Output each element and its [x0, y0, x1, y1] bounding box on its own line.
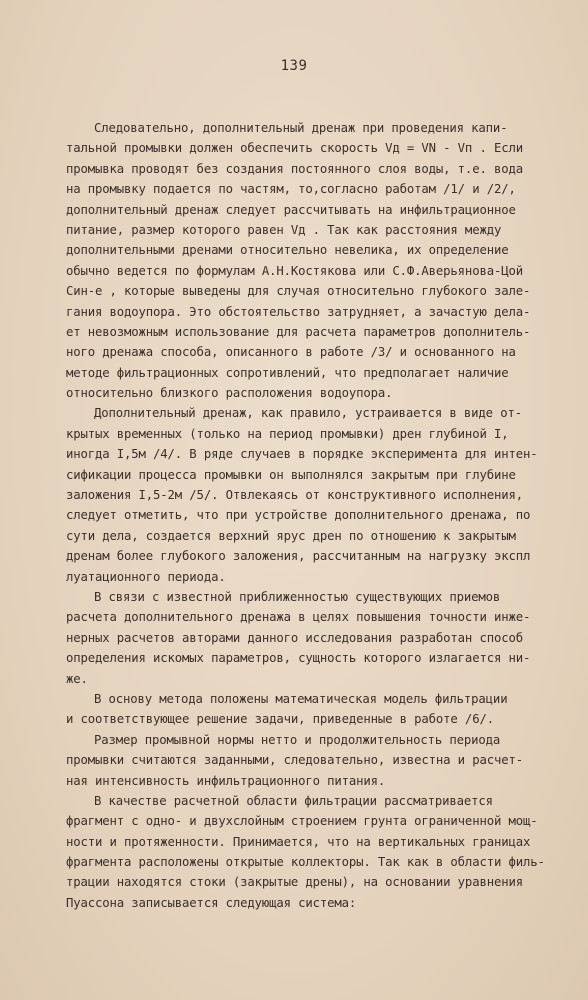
text-line: Син-е , которые выведены для случая относительно глубокого зале-: [66, 284, 531, 299]
text-line: Пуассона записывается следующая система:: [66, 895, 357, 910]
text-line: гания водоупора. Это обстоятельство затрудняет, а зачастую дела-: [66, 304, 531, 319]
text-line: и соответствующее решение задачи, приведенные в работе /6/.: [66, 712, 494, 727]
text-line: питание, размер которого равен Vд . Так как расстояния между: [66, 222, 502, 237]
text-line: методе фильтрационных сопротивлений, что предполагает наличие: [66, 365, 509, 380]
text-line: В качестве расчетной области фильтрации рассматривается: [94, 793, 493, 808]
text-line: В связи с известной приближенностью существующих приемов: [94, 589, 501, 604]
text-line: иногда I,5м /4/. В ряде случаев в порядке эксперимента для интен-: [66, 447, 538, 462]
text-line: заложения I,5-2м /5/. Отвлекаясь от конструктивного исполнения,: [66, 488, 523, 503]
text-line: дополнительными дренами относительно невелика, их определение: [66, 243, 509, 258]
text-line: сути дела, создается верхний ярус дрен по отношению к закрытым: [66, 528, 516, 543]
text-line: дренам более глубокого заложения, рассчитанным на нагрузку экспл: [66, 549, 531, 564]
text-line: крытых временных (только на период промывки) дрен глубиной I,: [66, 426, 509, 441]
text-line: Следовательно, дополнительный дренаж при проведения капи-: [94, 121, 508, 135]
text-line: следует отметить, что при устройстве дополнительного дренажа, по: [66, 508, 531, 523]
text-line: нерных расчетов авторами данного исследования разработан способ: [66, 630, 523, 645]
text-line: Размер промывной нормы нетто и продолжительность периода: [94, 732, 501, 747]
text-line: ная интенсивность инфильтрационного питания.: [66, 773, 386, 788]
text-line: сификации процесса промывки он выполнялся закрытым при глубине: [66, 467, 516, 482]
text-line: фрагмент с одно- и двухслойным строением грунта ограниченной мощ-: [66, 814, 538, 829]
page-number: 139: [280, 58, 308, 74]
text-line: промывки считаются заданными, следовательно, известна и расчет-: [66, 753, 523, 768]
text-line: ного дренажа способа, описанного в работе /3/ и основанного на: [66, 345, 516, 360]
text-line: же.: [66, 671, 88, 686]
text-line: ет невозможным использование для расчета параметров дополнитель-: [66, 324, 531, 339]
text-line: ности и протяженности. Принимается, что на вертикальных границах: [66, 834, 531, 849]
text-line: В основу метода положены математическая модель фильтрации: [94, 691, 508, 706]
text-line: дополнительный дренаж следует рассчитывать на инфильтрационное: [66, 202, 516, 217]
text-line: Дополнительный дренаж, как правило, устраивается в виде от-: [94, 406, 522, 421]
text-line: определения искомых параметров, сущность которого излагается ни-: [66, 651, 531, 666]
text-line: на промывку подается по частям, то,согласно работам /1/ и /2/,: [66, 182, 516, 197]
text-line: тальной промывки должен обеспечить скорость Vд = VN - Vп . Если: [66, 141, 523, 156]
text-line: расчета дополнительного дренажа в целях повышения точности инже-: [66, 610, 531, 625]
text-line: относительно близкого расположения водоупора.: [66, 386, 393, 401]
text-line: обычно ведется по формулам А.Н.Костякова или С.Ф.Аверьянова-Цой: [66, 263, 523, 278]
text-line: фрагмента расположены открытые коллекторы. Так как в области филь-: [66, 855, 545, 870]
text-line: луатационного периода.: [66, 569, 226, 584]
text-line: трации находятся стоки (закрытые дрены), на основании уравнения: [66, 875, 523, 890]
body-text: [66, 118, 558, 913]
text-line: промывка проводят без создания постоянного слоя воды, т.е. вода: [66, 161, 523, 176]
